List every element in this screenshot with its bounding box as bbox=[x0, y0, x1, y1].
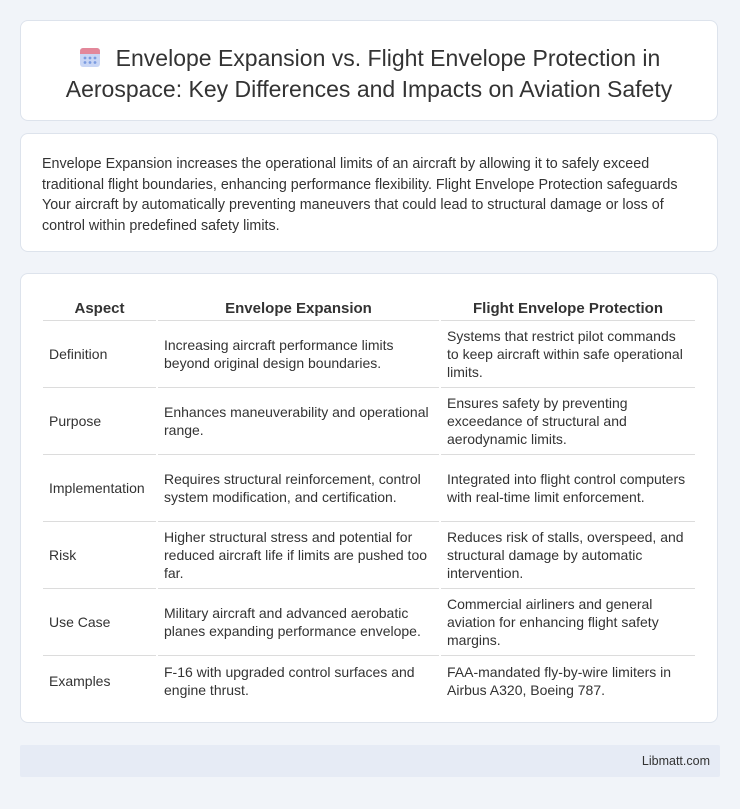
header-envelope-expansion: Envelope Expansion bbox=[158, 295, 439, 321]
row-protection: Commercial airliners and general aviation for enhancing flight safety margins. bbox=[441, 589, 695, 656]
row-protection: Integrated into flight control computers with real-time limit enforcement. bbox=[441, 455, 695, 522]
table-row bbox=[43, 455, 695, 522]
intro-paragraph: Envelope Expansion increases the operational limits of an aircraft by allowing it to safely exceed traditional flight boundaries, enhancing performance flexibility. Flight Envelope Protection safeguards Your aircraft by automatically preventing maneuvers that could lead to structural damage or loss of control within predefined safety limits. bbox=[42, 156, 678, 234]
row-expansion: Military aircraft and advanced aerobatic planes expanding performance envelope. bbox=[158, 589, 439, 656]
intro-card bbox=[20, 133, 718, 252]
row-expansion: Enhances maneuverability and operational range. bbox=[158, 388, 439, 455]
row-expansion: F-16 with upgraded control surfaces and engine thrust. bbox=[164, 663, 415, 698]
row-protection: Systems that restrict pilot commands to keep aircraft within safe operational limits. bbox=[441, 321, 695, 388]
footer bbox=[20, 745, 720, 777]
row-aspect: Risk bbox=[43, 522, 156, 589]
row-protection: Reduces risk of stalls, overspeed, and structural damage by automatic intervention. bbox=[441, 522, 695, 589]
table-row bbox=[43, 321, 695, 388]
row-expansion: Requires structural reinforcement, control system modification, and certification. bbox=[158, 455, 439, 522]
table-row bbox=[43, 589, 695, 656]
table-row bbox=[43, 388, 695, 455]
row-expansion: Increasing aircraft performance limits beyond original design boundaries. bbox=[158, 321, 439, 388]
row-aspect: Definition bbox=[43, 321, 156, 388]
row-aspect: Implementation bbox=[43, 455, 156, 522]
table-row bbox=[43, 522, 695, 589]
footer-brand[interactable]: Libmatt.com bbox=[641, 754, 710, 768]
row-aspect: Use Case bbox=[43, 589, 156, 656]
row-aspect: Examples bbox=[49, 672, 111, 689]
table-row bbox=[43, 656, 695, 705]
page-title bbox=[21, 43, 717, 105]
header-flight-envelope-protection: Flight Envelope Protection bbox=[441, 295, 695, 321]
row-expansion: Higher structural stress and potential for reduced aircraft life if limits are pushed too far. bbox=[158, 522, 439, 589]
row-aspect: Purpose bbox=[43, 388, 156, 455]
table-header-row bbox=[43, 295, 695, 321]
title-card bbox=[20, 20, 718, 121]
calendar-icon bbox=[78, 45, 102, 69]
row-protection: FAA-mandated fly-by-wire limiters in Airbus A320, Boeing 787. bbox=[447, 663, 672, 698]
row-protection: Ensures safety by preventing exceedance of structural and aerodynamic limits. bbox=[441, 388, 695, 455]
comparison-table bbox=[41, 295, 697, 705]
comparison-card bbox=[20, 273, 718, 723]
header-aspect: Aspect bbox=[43, 295, 156, 321]
page-title-text: Envelope Expansion vs. Flight Envelope Protection in Aerospace: Key Differences and Impacts on Aviation Safety bbox=[65, 45, 673, 102]
